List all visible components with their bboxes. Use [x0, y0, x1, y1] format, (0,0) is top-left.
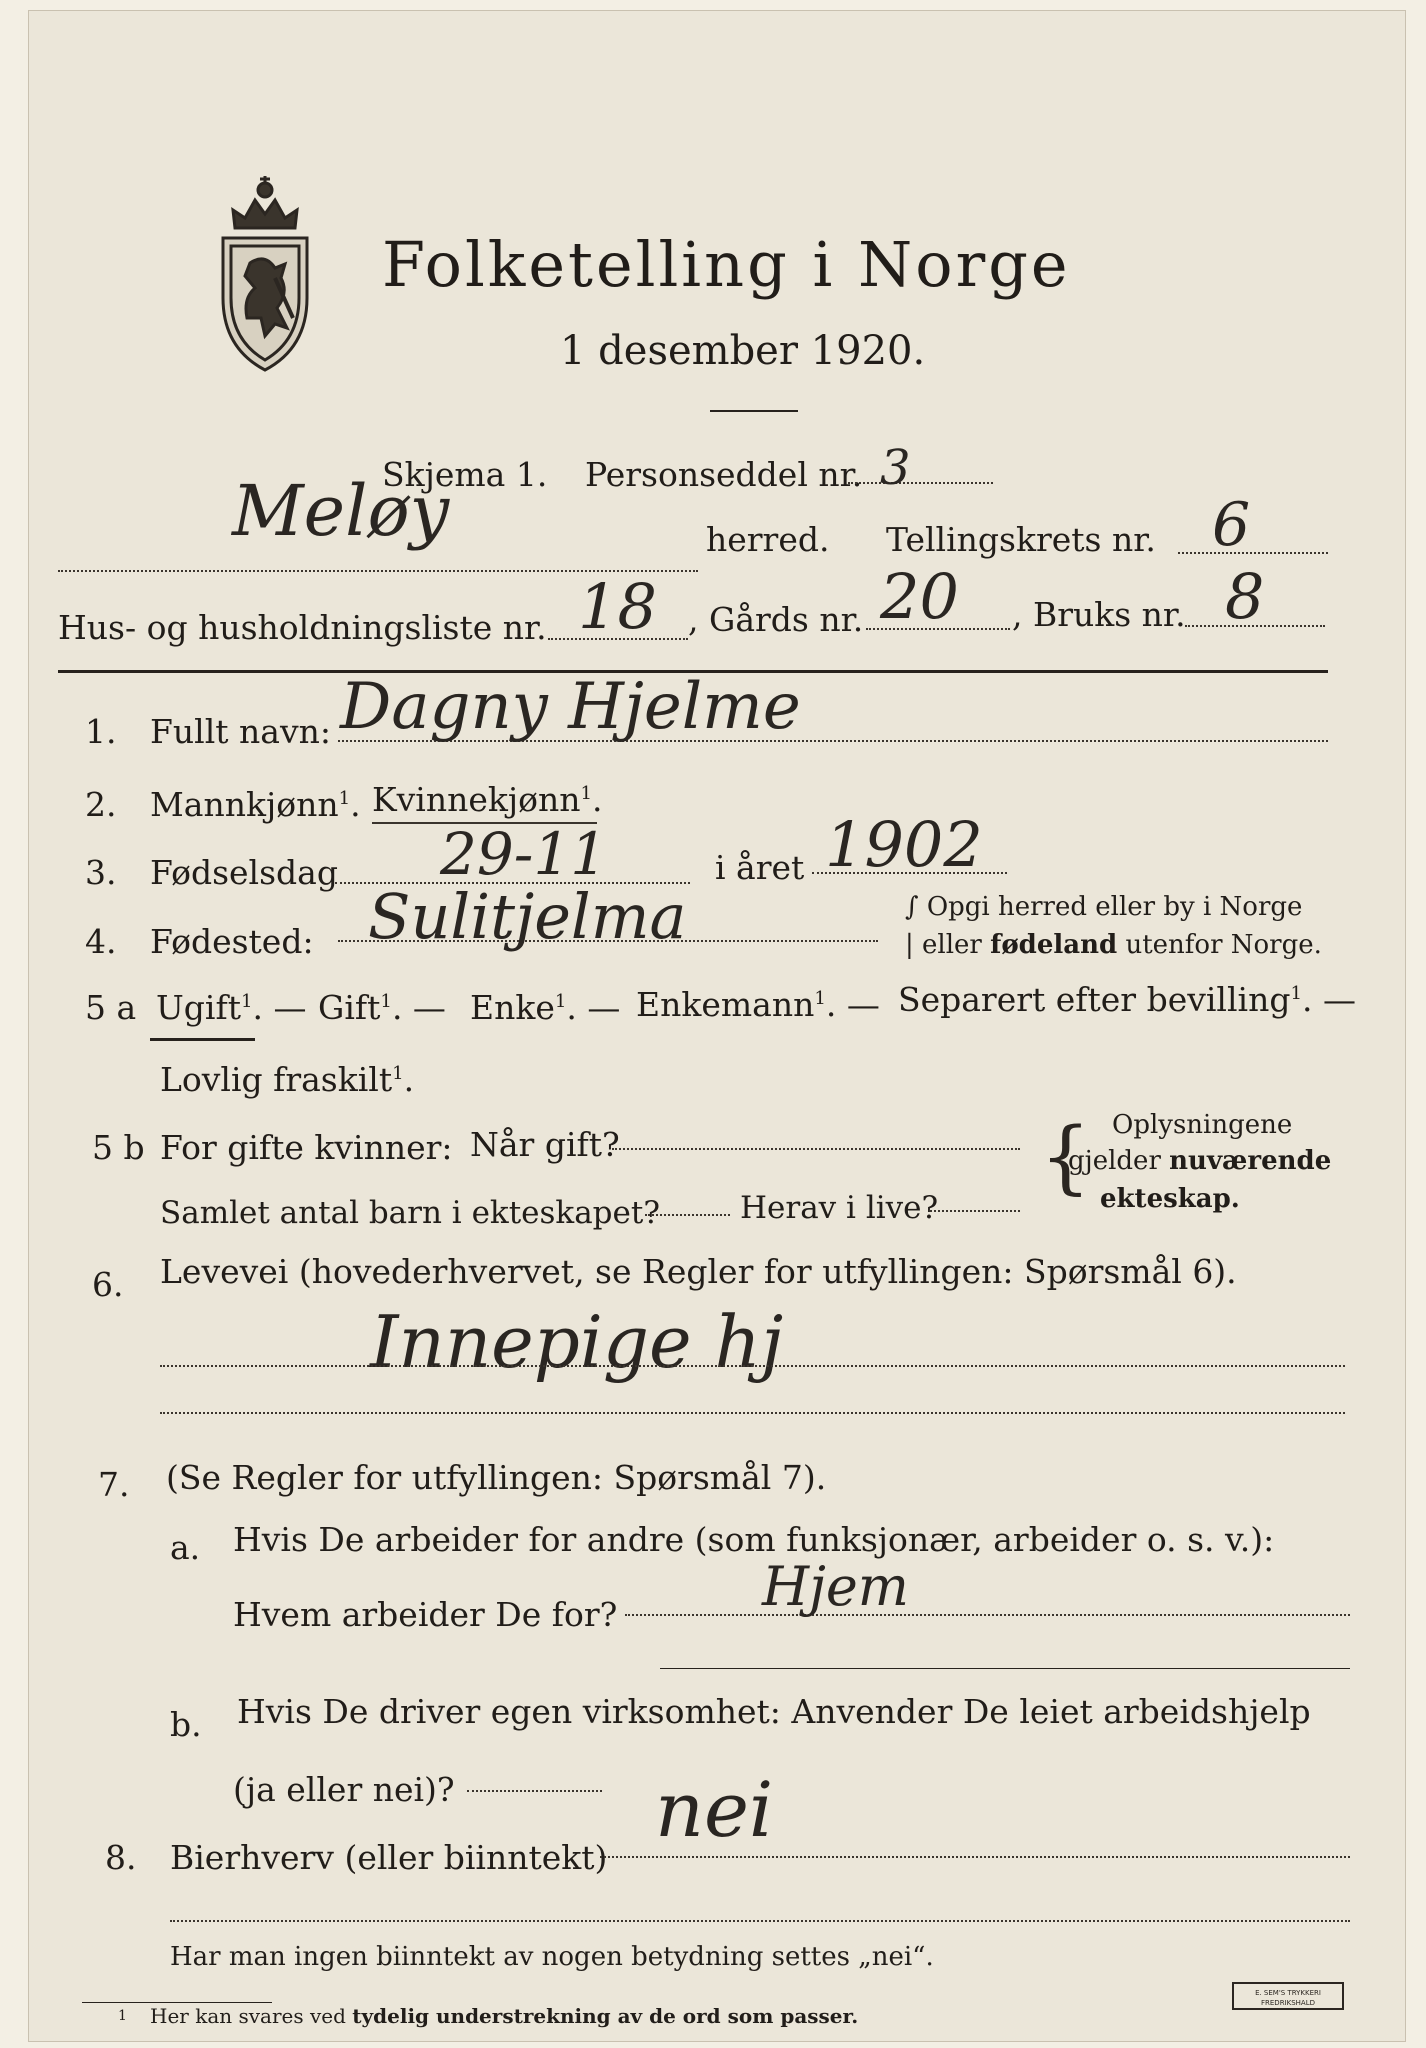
- q6-number: 6.: [92, 1265, 124, 1304]
- q7-label: (Se Regler for utfyllingen: Spørsmål 7).: [166, 1458, 827, 1497]
- q7a-sub-label: Hvem arbeider De for?: [233, 1595, 618, 1634]
- year-label: i året: [715, 848, 805, 887]
- personseddel-value: 3: [880, 440, 911, 496]
- q5a-number: 5 a: [85, 988, 137, 1027]
- coat-of-arms-emblem: [205, 168, 325, 378]
- q8-label: Bierhverv (eller biinntekt): [170, 1838, 608, 1877]
- marital-enkemann-option[interactable]: Enkemann$^1$. —: [636, 985, 880, 1024]
- q5b-note-line2: gjelder nuværende: [1068, 1146, 1332, 1176]
- naar-gift-label: Når gift?: [470, 1125, 620, 1164]
- title-divider: [710, 410, 798, 412]
- occupation-field-line2[interactable]: [160, 1412, 1345, 1414]
- q4-label: Fødested:: [150, 922, 314, 961]
- bierhverv-field[interactable]: [600, 1856, 1350, 1858]
- birthday-value: 29-11: [440, 820, 608, 888]
- footnote-text: Her kan svares ved tydelig understrekning av de ord som passer.: [150, 2004, 859, 2028]
- q6-label: Levevei (hovederhvervet, se Regler for utfyllingen: Spørsmål 6).: [160, 1252, 1237, 1291]
- birthplace-value: Sulitjelma: [368, 880, 687, 953]
- q7b-letter: b.: [170, 1705, 202, 1744]
- barn-field[interactable]: [645, 1214, 730, 1216]
- schema-label: Skjema 1.: [382, 455, 548, 494]
- husliste-label: Hus- og husholdningsliste nr.: [58, 608, 547, 647]
- employer-value: Hjem: [762, 1555, 909, 1618]
- arbeidshjelp-field[interactable]: [467, 1790, 602, 1792]
- brace-mark: {: [1040, 1110, 1091, 1203]
- printer-stamp: E. SEM'S TRYKKERI FREDRIKSHALD: [1232, 1982, 1344, 2010]
- q4-note-line1: ∫ Opgi herred eller by i Norge: [905, 892, 1303, 922]
- i-live-field[interactable]: [930, 1210, 1020, 1212]
- tellingskrets-field[interactable]: [1178, 552, 1328, 554]
- naar-gift-field[interactable]: [612, 1148, 1020, 1150]
- gender-male-option[interactable]: Mannkjønn$^1$.: [150, 785, 361, 824]
- personseddel-label: Personseddel nr.: [585, 455, 863, 494]
- herred-label: herred.: [706, 520, 830, 559]
- bruks-value: 8: [1225, 560, 1265, 633]
- q2-number: 2.: [85, 785, 117, 824]
- footer-note: Har man ingen biinntekt av nogen betydning settes „nei“.: [170, 1942, 934, 1972]
- footnote-number: 1: [118, 2008, 127, 2024]
- marital-ugift-option[interactable]: Ugift$^1$. —: [156, 988, 307, 1027]
- gender-female-option[interactable]: Kvinnekjønn$^1$.: [372, 780, 603, 819]
- q3-label: Fødselsdag: [150, 853, 338, 892]
- q5b-number: 5 b: [92, 1128, 145, 1167]
- footnote-rule: [82, 2002, 272, 2003]
- full-name-value: Dagny Hjelme: [340, 670, 801, 744]
- q1-label: Fullt navn:: [150, 712, 331, 751]
- employer-field[interactable]: [625, 1614, 1350, 1616]
- q5b-note-line1: Oplysningene: [1112, 1110, 1293, 1140]
- herred-value: Meløy: [232, 470, 450, 552]
- form-title: Folketelling i Norge: [382, 228, 1071, 301]
- q5b-label: For gifte kvinner:: [160, 1128, 453, 1167]
- q4-number: 4.: [85, 922, 117, 961]
- husliste-value: 18: [578, 570, 657, 643]
- q7b-label: Hvis De driver egen virksomhet: Anvender De leiet arbeidshjelp: [237, 1692, 1311, 1731]
- tellingskrets-label: Tellingskrets nr.: [886, 520, 1156, 559]
- q8-number: 8.: [105, 1838, 137, 1877]
- marital-fraskilt-option[interactable]: Lovlig fraskilt$^1$.: [160, 1060, 415, 1099]
- q7a-letter: a.: [170, 1528, 201, 1567]
- gards-value: 20: [880, 560, 959, 633]
- barn-label: Samlet antal barn i ekteskapet?: [160, 1195, 660, 1231]
- employer-field-line2: [660, 1668, 1350, 1669]
- occupation-value: Innepige hj: [370, 1300, 784, 1384]
- q4-note-line2: | eller fødeland utenfor Norge.: [905, 930, 1322, 960]
- q7b-sub-label: (ja eller nei)?: [233, 1770, 455, 1809]
- q5b-note-line3: ekteskap.: [1100, 1184, 1240, 1214]
- gards-label: , Gårds nr.: [688, 600, 864, 639]
- occupation-field-line1[interactable]: [160, 1365, 1345, 1367]
- q7-number: 7.: [98, 1465, 130, 1504]
- marital-separert-option[interactable]: Separert efter bevilling$^1$. —: [898, 980, 1356, 1019]
- q7a-label: Hvis De arbeider for andre (som funksjonær, arbeider o. s. v.):: [233, 1520, 1275, 1559]
- i-live-label: Herav i live?: [740, 1190, 939, 1226]
- marital-enke-option[interactable]: Enke$^1$. —: [470, 988, 621, 1027]
- birth-year-value: 1902: [825, 808, 983, 881]
- bierhverv-value: nei: [655, 1765, 774, 1854]
- ugift-underline-mark: [150, 1038, 255, 1041]
- bierhverv-field-line2[interactable]: [170, 1920, 1350, 1922]
- personseddel-field[interactable]: [848, 482, 993, 484]
- marital-gift-option[interactable]: Gift$^1$. —: [318, 988, 446, 1027]
- bruks-label: , Bruks nr.: [1012, 595, 1186, 634]
- q3-number: 3.: [85, 853, 117, 892]
- tellingskrets-value: 6: [1212, 490, 1251, 560]
- census-date: 1 desember 1920.: [560, 328, 926, 374]
- q1-number: 1.: [85, 712, 117, 751]
